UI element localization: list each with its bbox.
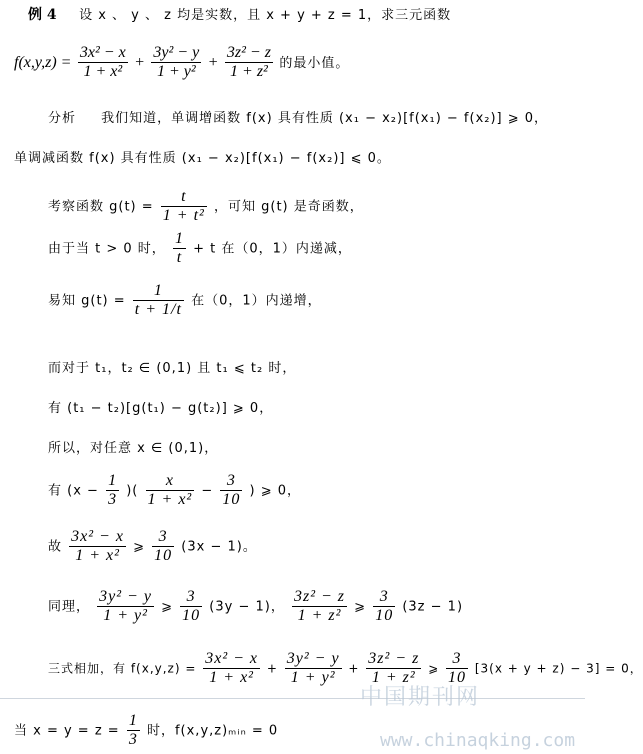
s10-t2n: 3y² − y	[285, 650, 342, 669]
s11-b: 时，f(x,y,z)ₘᵢₙ = 0	[146, 723, 279, 739]
s11-fn: 1	[127, 712, 140, 731]
s10-t2d: 1 + y²	[290, 669, 336, 687]
step-3	[48, 282, 322, 320]
s9-g2d: 10	[375, 607, 394, 625]
s7-c: −	[201, 483, 214, 499]
s11-a: 当 x = y = z =	[14, 723, 120, 739]
problem-statement: 设 x 、 y 、 z 均是实数，且 x + y + z = 1，求三元函数	[79, 8, 452, 23]
s10-gd: 10	[448, 669, 467, 687]
frac3-num: 3z² − z	[225, 44, 273, 63]
example-label: 例 4	[28, 7, 57, 23]
s2-num: 1	[173, 230, 186, 249]
analysis-text-1: 我们知道，单调增函数 f(x) 具有性质 (x₁ − x₂)[f(x₁) − f(x₂)] ⩾ 0，	[101, 111, 549, 126]
s10-t1d: 1 + x²	[209, 669, 254, 687]
s2-a: 由于当 t > 0 时，	[48, 241, 166, 257]
problem-tail: 的最小值。	[279, 55, 350, 71]
step-1	[48, 188, 364, 226]
s3-b: 在（0，1）内递增，	[191, 293, 322, 309]
s9-d: ⩾	[354, 599, 367, 615]
step-2	[48, 230, 352, 268]
frac2-num: 3y² − y	[151, 44, 201, 63]
s9-b: ⩾	[161, 599, 173, 615]
s2-b: + t 在（0，1）内递减，	[193, 241, 352, 257]
frac1-den: 1 + x²	[83, 63, 123, 81]
s10-a: 三式相加，有 f(x,y,z) =	[48, 661, 197, 676]
s8-fd: 1 + x²	[75, 547, 120, 565]
s10-p1: +	[266, 661, 278, 676]
s8-fn: 3x² − x	[69, 528, 126, 547]
step-4: 而对于 t₁，t₂ ∈ (0,1) 且 t₁ ⩽ t₂ 时，	[48, 361, 297, 376]
s9-e: (3z − 1)	[402, 599, 464, 615]
watermark-chinese: 中国期刊网	[360, 685, 481, 710]
s7-f1n: 1	[106, 472, 119, 491]
s8-gn: 3	[152, 528, 174, 547]
analysis-line-1	[48, 112, 548, 125]
step-8	[48, 528, 257, 566]
s10-t3n: 3z² − z	[366, 650, 421, 669]
s10-b: ⩾	[428, 661, 440, 676]
s7-f1d: 3	[108, 491, 118, 509]
step-5: 有 (t₁ − t₂)[g(t₁) − g(t₂)] ⩾ 0，	[48, 401, 274, 416]
s10-c: [3(x + y + z) − 3] = 0，	[474, 661, 643, 676]
s10-t3d: 1 + z²	[371, 669, 416, 687]
step-6: 所以，对任意 x ∈ (0,1)，	[48, 441, 219, 456]
s1-den: 1 + t²	[162, 207, 205, 225]
function-definition: f(x,y,z) = $\frac{\text{3x² − x}}{\text{1 + x²}}$ + $\frac{\text{3y² − y}}{\text{1 + y²}}$ + $\frac{\text{3z² − z}}{\text{1 + z²}}$ 的最小值。	[14, 44, 350, 81]
s9-g2n: 3	[373, 588, 395, 607]
frac3-den: 1 + z²	[230, 63, 268, 81]
s7-f3n: 3	[220, 472, 242, 491]
step-9	[48, 588, 463, 626]
s9-f1d: 1 + y²	[103, 607, 148, 625]
s3-a: 易知 g(t) =	[48, 293, 126, 309]
step-11	[14, 712, 278, 750]
s8-b: ⩾	[133, 539, 145, 555]
s7-a: 有 (x −	[48, 483, 99, 499]
frac2-den: 1 + y²	[156, 63, 196, 81]
s10-p2: +	[348, 661, 360, 676]
analysis-line-2: 单调减函数 f(x) 具有性质 (x₁ − x₂)[f(x₁) − f(x₂)] ⩽ 0。	[14, 151, 391, 166]
s9-g1n: 3	[180, 588, 202, 607]
s8-a: 故	[48, 539, 63, 555]
s1-a: 考察函数 g(t) =	[48, 199, 154, 215]
s3-num: 1	[133, 282, 184, 301]
s9-f1n: 3y² − y	[97, 588, 154, 607]
s9-a: 同理，	[48, 599, 91, 615]
s2-den: t	[176, 249, 183, 267]
analysis-label: 分析	[48, 111, 77, 126]
watermark-url: www.chinaqking.com	[380, 730, 576, 751]
s9-f2d: 1 + z²	[297, 607, 342, 625]
s10-t1n: 3x² − x	[203, 650, 260, 669]
s9-g1d: 10	[182, 607, 201, 625]
s10-gn: 3	[446, 650, 468, 669]
s8-c: (3x − 1)。	[181, 539, 257, 555]
s1-b: ，可知 g(t) 是奇函数，	[213, 199, 364, 215]
step-10	[48, 650, 643, 688]
s9-c: (3y − 1)，	[209, 599, 285, 615]
s9-f2n: 3z² − z	[292, 588, 347, 607]
s3-den: t + 1/t	[134, 301, 182, 319]
step-7	[48, 472, 301, 510]
s7-b: )(	[126, 483, 139, 499]
s8-gd: 10	[154, 547, 173, 565]
s7-f2n: x	[146, 472, 195, 491]
s7-f2d: 1 + x²	[147, 491, 193, 509]
divider	[0, 698, 585, 699]
f-lhs: f(x,y,z) =	[14, 53, 72, 71]
s11-fd: 3	[128, 731, 138, 749]
s7-f3d: 10	[222, 491, 241, 509]
problem-title-line	[28, 8, 451, 22]
s1-num: t	[161, 188, 207, 207]
frac1-num: 3x² − x	[78, 44, 128, 63]
s7-d: ) ⩾ 0，	[249, 483, 302, 499]
